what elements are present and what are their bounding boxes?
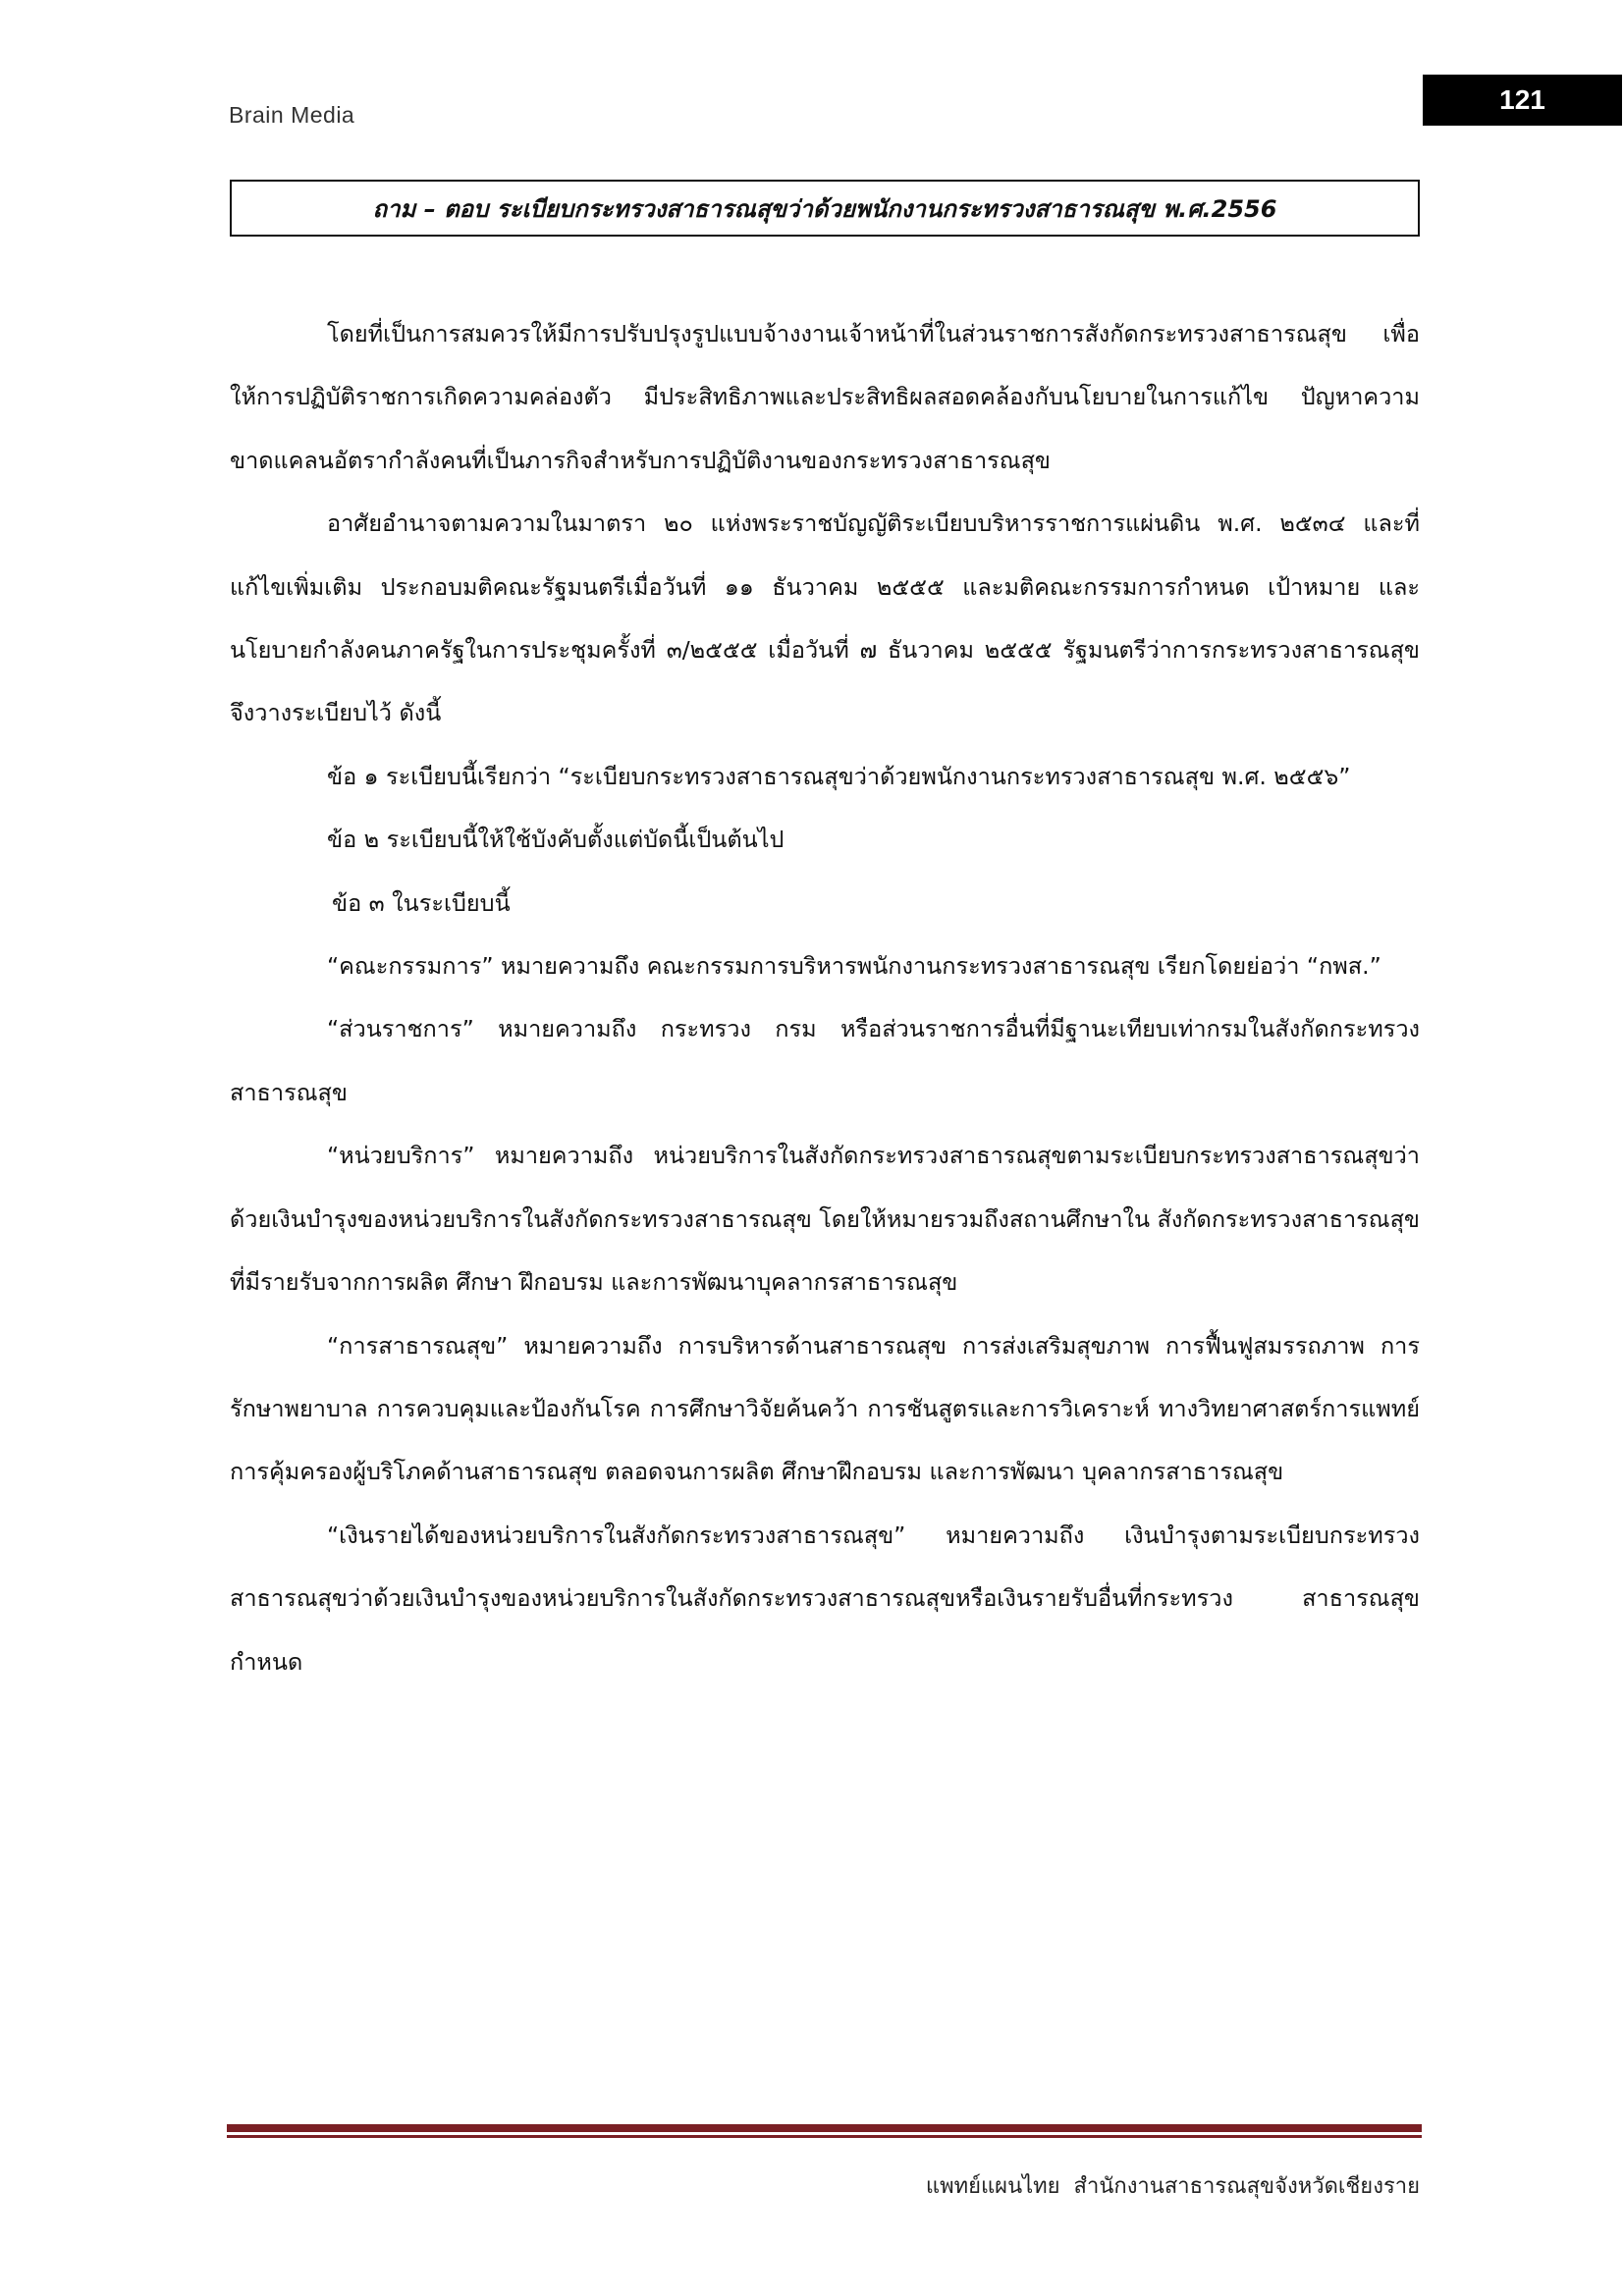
- definition-committee: “คณะกรรมการ” หมายความถึง คณะกรรมการบริหารพนักงานกระทรวงสาธารณสุข เรียกโดยย่อว่า “กพส.”: [327, 952, 1381, 981]
- definition-government-agency: “ส่วนราชการ” หมายความถึง กระทรวง กรม หรือส่วนราชการอื่นที่มีฐานะเทียบเท่ากรมในสังกัดกระทรวงสาธารณสุข: [230, 1015, 1420, 1106]
- footer-rule-thick: [227, 2124, 1422, 2132]
- footer-text: แพทย์แผนไทย สำนักงานสาธารณสุขจังหวัดเชียงราย: [925, 2174, 1420, 2199]
- definition-service-unit-income: “เงินรายได้ของหน่วยบริการในสังกัดกระทรวงสาธารณสุข” หมายความถึง เงินบำรุงตามระเบียบกระทรวงสาธารณสุขว่าด้วยเงินบำรุงของหน่วยบริการในสังกัดกระทรวงสาธารณสุขหรือเงินรายรับอื่นที่กระทรวง สาธารณสุขกำหนด: [230, 1521, 1420, 1676]
- header-brand: Brain Media: [229, 102, 355, 128]
- document-title: ถาม – ตอบ ระเบียบกระทรวงสาธารณสุขว่าด้วยพนักงานกระทรวงสาธารณสุข พ.ศ.2556: [372, 194, 1277, 223]
- footer-rule-thin: [227, 2135, 1422, 2138]
- paragraph-clause-3: ข้อ ๓ ในระเบียบนี้: [332, 888, 511, 917]
- paragraph-clause-1: ข้อ ๑ ระเบียบนี้เรียกว่า “ระเบียบกระทรวงสาธารณสุขว่าด้วยพนักงานกระทรวงสาธารณสุข พ.ศ. ๒๕๕๖”: [327, 762, 1351, 790]
- definition-public-health: “การสาธารณสุข” หมายความถึง การบริหารด้านสาธารณสุข การส่งเสริมสุขภาพ การฟื้นฟูสมรรถภาพ การรักษาพยาบาล การควบคุมและป้องกันโรค การศึกษาวิจัยค้นคว้า การชันสูตรและการวิเคราะห์ ทางวิทยาศาสตร์การแพทย์ การคุ้มครองผู้บริโภคด้านสาธารณสุข ตลอดจนการผลิต ศึกษาฝึกอบรม และการพัฒนา บุคลากรสาธารณสุข: [230, 1331, 1420, 1486]
- document-title-box: [230, 180, 1420, 237]
- definition-service-unit: “หน่วยบริการ” หมายความถึง หน่วยบริการในสังกัดกระทรวงสาธารณสุขตามระเบียบกระทรวงสาธารณสุขว่าด้วยเงินบำรุงของหน่วยบริการในสังกัดกระทรวงสาธารณสุข โดยให้หมายรวมถึงสถานศึกษาใน สังกัดกระทรวงสาธารณสุขที่มีรายรับจากการผลิต ศึกษา ฝึกอบรม และการพัฒนาบุคลากรสาธารณสุข: [230, 1142, 1420, 1297]
- paragraph-preamble: โดยที่เป็นการสมควรให้มีการปรับปรุงรูปแบบจ้างงานเจ้าหน้าที่ในส่วนราชการสังกัดกระทรวงสาธารณสุข เพื่อให้การปฏิบัติราชการเกิดความคล่องตัว มีประสิทธิภาพและประสิทธิผลสอดคล้องกับนโยบายในการแก้ไข ปัญหาความขาดแคลนอัตรากำลังคนที่เป็นภารกิจสำหรับการปฏิบัติงานของกระทรวงสาธารณสุข: [230, 320, 1420, 474]
- paragraph-clause-2: ข้อ ๒ ระเบียบนี้ให้ใช้บังคับตั้งแต่บัดนี้เป็นต้นไป: [327, 826, 785, 854]
- page-number: 121: [1423, 75, 1622, 126]
- document-body: [230, 302, 1420, 1693]
- paragraph-authority: อาศัยอำนาจตามความในมาตรา ๒๐ แห่งพระราชบัญญัติระเบียบบริหารราชการแผ่นดิน พ.ศ. ๒๕๓๔ และที่แก้ไขเพิ่มเติม ประกอบมติคณะรัฐมนตรีเมื่อวันที่ ๑๑ ธันวาคม ๒๕๕๕ และมติคณะกรรมการกำหนด เป้าหมาย และนโยบายกำลังคนภาครัฐในการประชุมครั้งที่ ๓/๒๕๕๕ เมื่อวันที่ ๗ ธันวาคม ๒๕๕๕ รัฐมนตรีว่าการกระทรวงสาธารณสุขจึงวางระเบียบไว้ ดังนี้: [230, 509, 1420, 727]
